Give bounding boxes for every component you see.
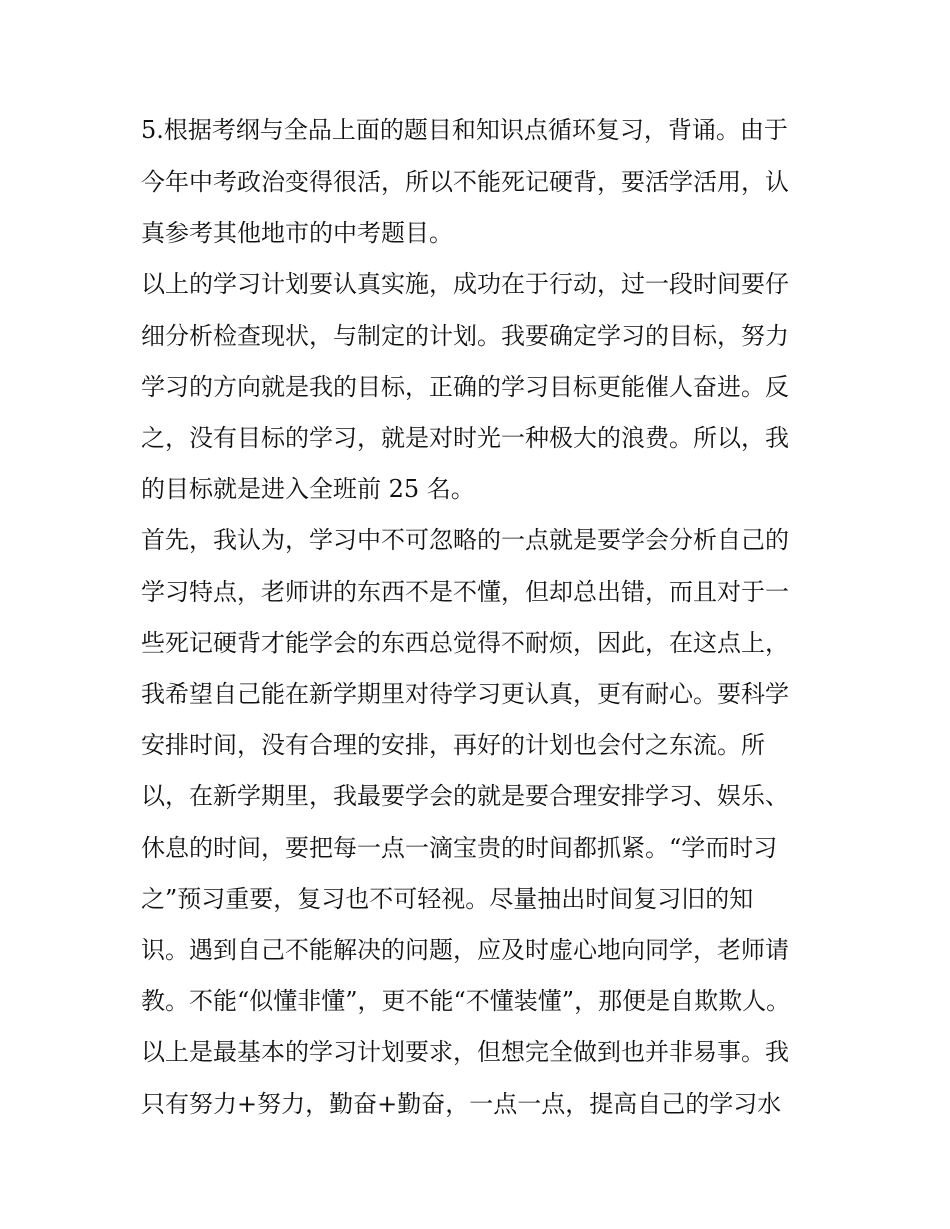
text-line: 安排时间，没有合理的安排，再好的计划也会付之东流。所 bbox=[141, 731, 765, 759]
text-line: 以，在新学期里，我最要学会的就是要合理安排学习、娱乐、 bbox=[141, 782, 789, 810]
text-line: 以上的学习计划要认真实施，成功在于行动，过一段时间要仔 bbox=[141, 270, 789, 298]
text-line: 学习的方向就是我的目标，正确的学习目标更能催人奋进。反 bbox=[141, 373, 789, 401]
text-line: 以上是最基本的学习计划要求，但想完全做到也并非易事。我 bbox=[141, 1038, 789, 1066]
text-line: 学习特点，老师讲的东西不是不懂，但却总出错，而且对于一 bbox=[141, 578, 789, 606]
text-line: 教。不能“似懂非懂”，更不能“不懂装懂”，那便是自欺欺人。 bbox=[141, 987, 791, 1015]
text-line: 的目标就是进入全班前 25 名。 bbox=[141, 475, 475, 503]
text-line: 首先，我认为，学习中不可忽略的一点就是要学会分析自己的 bbox=[141, 526, 789, 554]
text-line: 我希望自己能在新学期里对待学习更认真，更有耐心。要科学 bbox=[141, 680, 789, 708]
text-line: 真参考其他地市的中考题目。 bbox=[141, 219, 453, 247]
text-line: 今年中考政治变得很活，所以不能死记硬背，要活学活用，认 bbox=[141, 168, 789, 196]
text-line: 只有努力+努力，勤奋+勤奋，一点一点，提高自己的学习水 bbox=[141, 1090, 782, 1118]
text-line: 5.根据考纲与全品上面的题目和知识点循环复习，背诵。由于 bbox=[141, 116, 788, 144]
text-line: 休息的时间，要把每一点一滴宝贵的时间都抓紧。“学而时习 bbox=[141, 834, 778, 862]
text-line: 些死记硬背才能学会的东西总觉得不耐烦，因此，在这点上， bbox=[141, 629, 789, 657]
text-line: 之”预习重要，复习也不可轻视。尽量抽出时间复习旧的知 bbox=[141, 885, 754, 913]
text-line: 之，没有目标的学习，就是对时光一种极大的浪费。所以，我 bbox=[141, 424, 789, 452]
text-line: 细分析检查现状，与制定的计划。我要确定学习的目标，努力 bbox=[141, 322, 789, 350]
text-line: 识。遇到自己不能解决的问题，应及时虚心地向同学，老师请 bbox=[141, 936, 789, 964]
